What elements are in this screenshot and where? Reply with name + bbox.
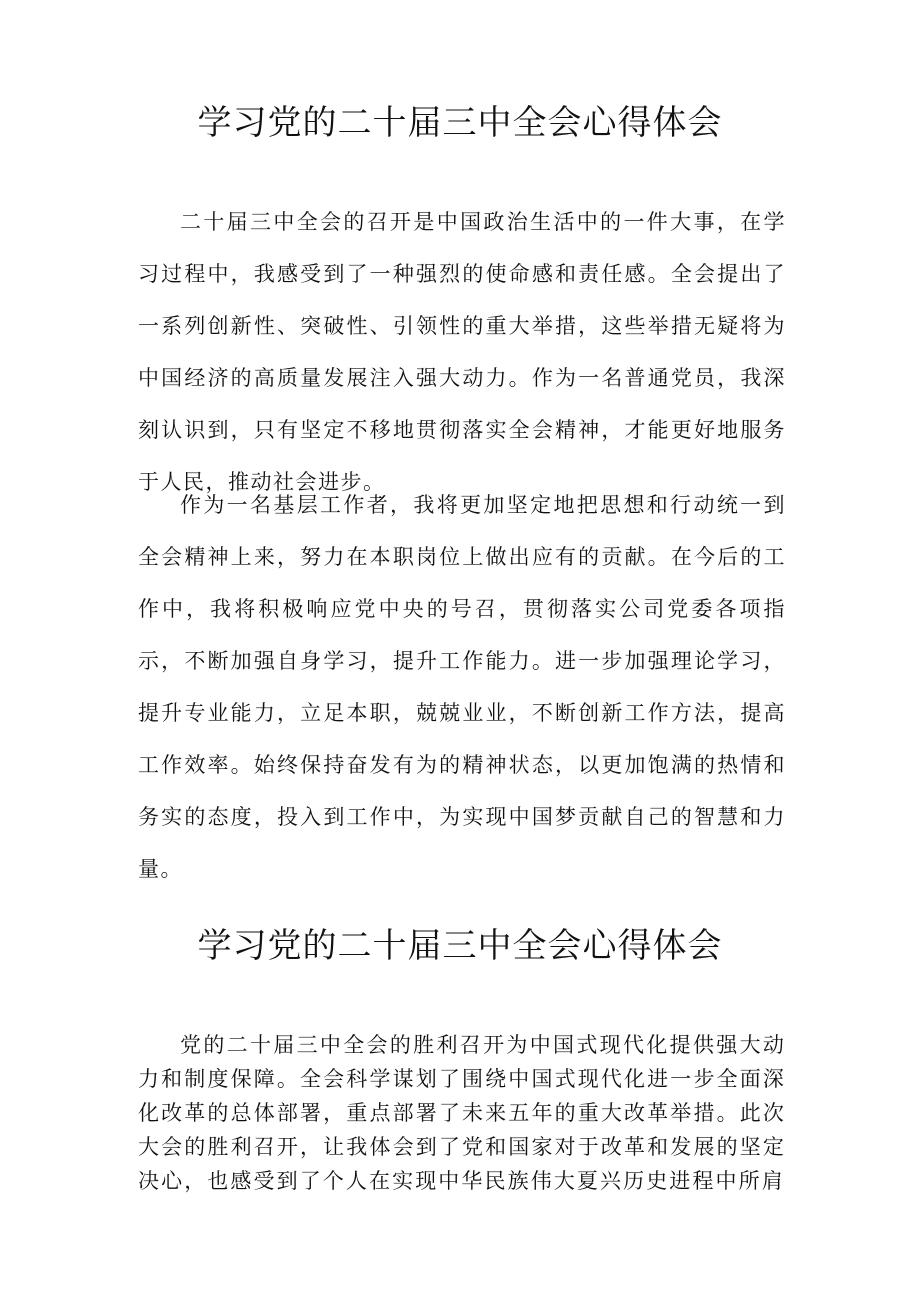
section-2-paragraph-1: 党的二十届三中全会的胜利召开为中国式现代化提供强大动力和制度保障。全会科学谋划了围绕中国式现代化进一步全面深化改革的总体部署，重点部署了未来五年的重大改革举措。此次大会的胜利召开，让我体会到了党和国家对于改革和发展的坚定决心，也感受到了个人在实现中华民族伟大夏兴历史进程中所肩: [138, 1033, 786, 1193]
section-1-title: 学习党的二十届三中全会心得体会: [197, 103, 723, 143]
section-1-paragraph-2: 作为一名基层工作者，我将更加坚定地把思想和行动统一到全会精神上来，努力在本职岗位上做出应有的贡献。在今后的工作中，我将积极响应党中央的号召，贯彻落实公司党委各项指示，不断加强自身学习，提升工作能力。进一步加强理论学习，提升专业能力，立足本职，兢兢业业，不断创新工作方法，提高工作效率。始终保持奋发有为的精神状态，以更加饱满的热情和务实的态度，投入到工作中，为实现中国梦贡献自己的智慧和力量。: [138, 493, 786, 881]
section-1-paragraph-1: 二十届三中全会的召开是中国政治生活中的一件大事，在学习过程中，我感受到了一种强烈的使命感和责任感。全会提出了一系列创新性、突破性、引领性的重大举措，这些举措无疑将为中国经济的高质量发展注入强大动力。作为一名普通党员，我深刻认识到，只有坚定不移地贯彻落实全会精神，才能更好地服务于人民，推动社会进步。: [138, 210, 786, 494]
section-2-title: 学习党的二十届三中全会心得体会: [197, 926, 723, 966]
